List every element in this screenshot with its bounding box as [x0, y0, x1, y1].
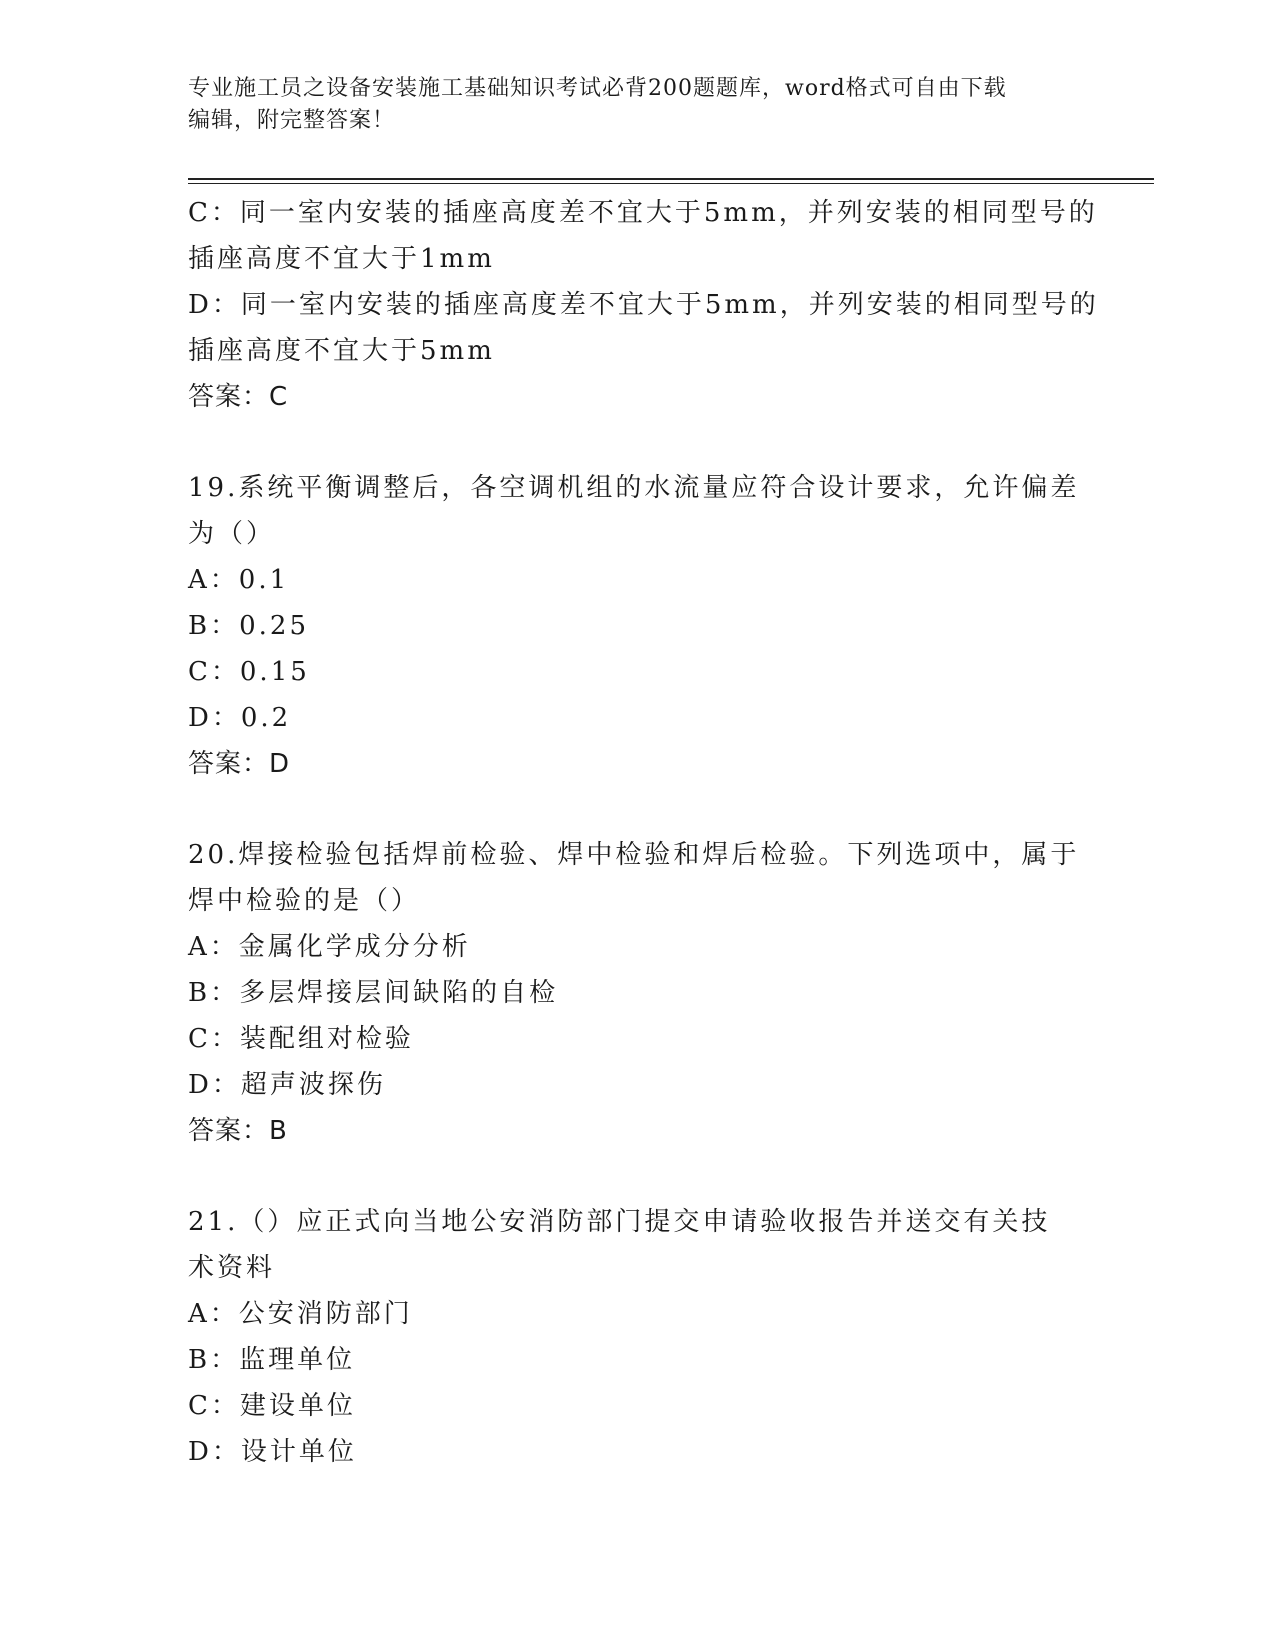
option-d: D：0.2 — [188, 703, 292, 733]
option-a: A：0.1 — [188, 565, 290, 595]
option-b: B：多层焊接层间缺陷的自检 — [188, 978, 559, 1008]
option-d: D：设计单位 — [188, 1437, 357, 1467]
answer: 答案：C — [188, 382, 289, 412]
question-stem-line-1: 20.焊接检验包括焊前检验、焊中检验和焊后检验。下列选项中，属于 — [188, 840, 1080, 870]
header-divider-thin — [188, 183, 1154, 184]
question-stem-line-1: 21.（）应正式向当地公安消防部门提交申请验收报告并送交有关技 — [188, 1207, 1051, 1237]
question-21 — [188, 1199, 1088, 1475]
question-list — [188, 190, 1099, 1475]
header-line-1: 专业施工员之设备安装施工基础知识考试必背200题题库，word格式可自由下载 — [188, 76, 1007, 101]
option-d-line-1: D：同一室内安装的插座高度差不宜大于5mm，并列安装的相同型号的 — [188, 290, 1099, 320]
option-c-line-1: C：同一室内安装的插座高度差不宜大于5mm，并列安装的相同型号的 — [188, 198, 1098, 228]
option-a: A：金属化学成分分析 — [188, 932, 471, 962]
option-b: B：0.25 — [188, 611, 309, 641]
question-stem-line-2: 焊中检验的是（） — [188, 886, 421, 916]
question-stem-line-2: 术资料 — [188, 1253, 276, 1283]
question-stem-line-1: 19.系统平衡调整后，各空调机组的水流量应符合设计要求，允许偏差 — [188, 473, 1080, 503]
question-18 — [188, 190, 1099, 420]
option-a: A：公安消防部门 — [188, 1299, 413, 1329]
option-c: C：装配组对检验 — [188, 1024, 414, 1054]
header-line-2: 编辑，附完整答案！ — [188, 108, 396, 133]
option-d-line-2: 插座高度不宜大于5mm — [188, 336, 495, 366]
document-header — [188, 73, 1088, 137]
option-b: B：监理单位 — [188, 1345, 356, 1375]
question-19 — [188, 465, 1088, 787]
question-20 — [188, 832, 1088, 1154]
answer: 答案：D — [188, 749, 291, 779]
option-c-line-2: 插座高度不宜大于1mm — [188, 244, 495, 274]
header-divider-thick — [188, 178, 1154, 180]
answer: 答案：B — [188, 1116, 288, 1146]
question-stem-line-2: 为（） — [188, 519, 276, 549]
option-c: C：建设单位 — [188, 1391, 356, 1421]
option-d: D：超声波探伤 — [188, 1070, 386, 1100]
option-c: C：0.15 — [188, 657, 310, 687]
